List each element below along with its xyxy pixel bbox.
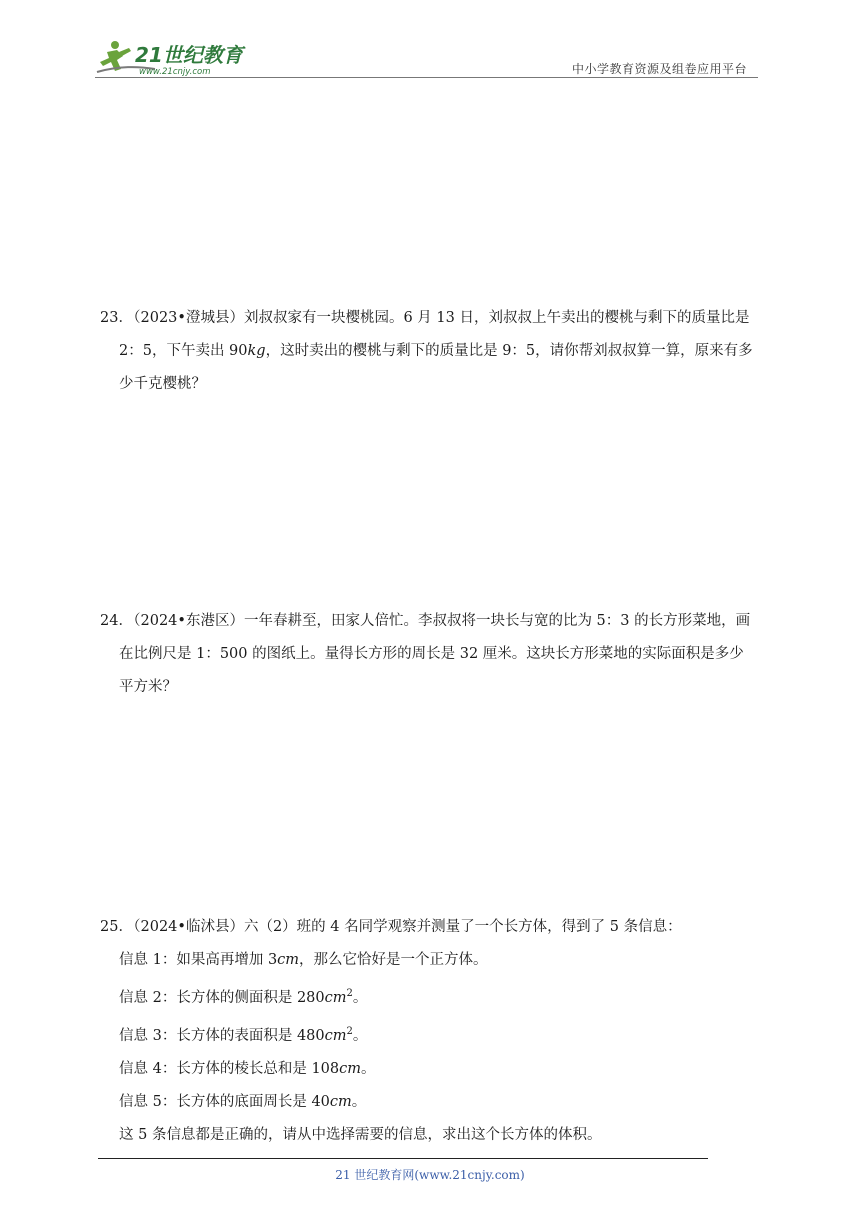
- question-line: [100, 671, 765, 704]
- question-text: cm: [324, 1027, 347, 1044]
- question-25: [100, 911, 765, 1152]
- question-text: （2023•澄城县）刘叔叔家有一块樱桃园。6 月 13 日，刘叔叔上午卖出的樱桃与剩下的质量比是: [126, 310, 750, 326]
- question-23: [100, 302, 765, 401]
- question-text: cm: [324, 989, 347, 1006]
- question-text: 。: [361, 1060, 376, 1077]
- question-line: [100, 302, 765, 335]
- question-text: ，这时卖出的樱桃与剩下的质量比是 9：5，请你帮刘叔叔算一算，原来有多: [265, 343, 753, 359]
- question-text: 信息 2：长方体的侧面积是 280: [119, 989, 325, 1006]
- question-line: [100, 638, 765, 671]
- question-line: [100, 1119, 765, 1152]
- question-text: cm: [339, 1060, 361, 1077]
- question-text: kg: [247, 343, 266, 359]
- question-24: [100, 605, 765, 704]
- question-line: [100, 944, 765, 977]
- question-text: 2: [346, 988, 353, 999]
- question-line: [100, 1086, 765, 1119]
- question-line: [100, 605, 765, 638]
- question-text: ，那么它恰好是一个正方体。: [299, 952, 488, 968]
- question-text: 信息 4：长方体的棱长总和是 108: [119, 1060, 340, 1077]
- question-text: 2: [346, 1025, 353, 1037]
- question-text: 。: [352, 989, 368, 1006]
- question-text: cm: [329, 1093, 352, 1110]
- question-line: [100, 1053, 765, 1086]
- question-line: [100, 911, 765, 944]
- question-number: 24．: [100, 613, 133, 629]
- question-text: 在比例尺是 1：500 的图纸上。量得长方形的周长是 32 厘米。这块长方形菜地的实际面积是多少: [119, 646, 744, 662]
- question-text: 信息 5：长方体的底面周长是 40: [119, 1093, 330, 1110]
- header-divider: [95, 77, 758, 78]
- question-text: 这 5 条信息都是正确的，请从中选择需要的信息，求出这个长方体的体积。: [119, 1126, 602, 1143]
- question-number: 25．: [100, 919, 133, 935]
- question-text: cm: [277, 952, 300, 968]
- question-text: 信息 1：如果高再增加 3: [119, 952, 278, 968]
- question-text: 少千克樱桃？: [119, 376, 206, 392]
- logo-url: www.21cnjy.com: [139, 67, 211, 77]
- footer-site-link[interactable]: 21 世纪教育网(www.21cnjy.com): [335, 1168, 525, 1182]
- question-line: [100, 977, 765, 1015]
- site-logo: [95, 36, 260, 78]
- question-text: 。: [352, 1027, 368, 1044]
- question-text: 信息 3：长方体的表面积是 480: [119, 1027, 325, 1044]
- header-platform-name: 中小学教育资源及组卷应用平台: [572, 62, 748, 76]
- question-number: 23．: [100, 310, 133, 326]
- question-text: 平方米？: [119, 679, 177, 695]
- question-text: 。: [351, 1093, 367, 1110]
- question-text: 2：5，下午卖出 90: [119, 343, 248, 359]
- logo-text: 21世纪教育: [135, 43, 243, 67]
- question-line: [100, 368, 765, 401]
- question-text: （2024•东港区）一年春耕至，田家人倍忙。李叔叔将一块长与宽的比为 5：3 的长方形菜地，画: [126, 613, 751, 629]
- footer-divider: [98, 1158, 708, 1159]
- question-line: [100, 335, 765, 368]
- question-line: [100, 1015, 765, 1053]
- question-text: （2024•临沭县）六（2）班的 4 名同学观察并测量了一个长方体，得到了 5 条信息：: [126, 919, 682, 935]
